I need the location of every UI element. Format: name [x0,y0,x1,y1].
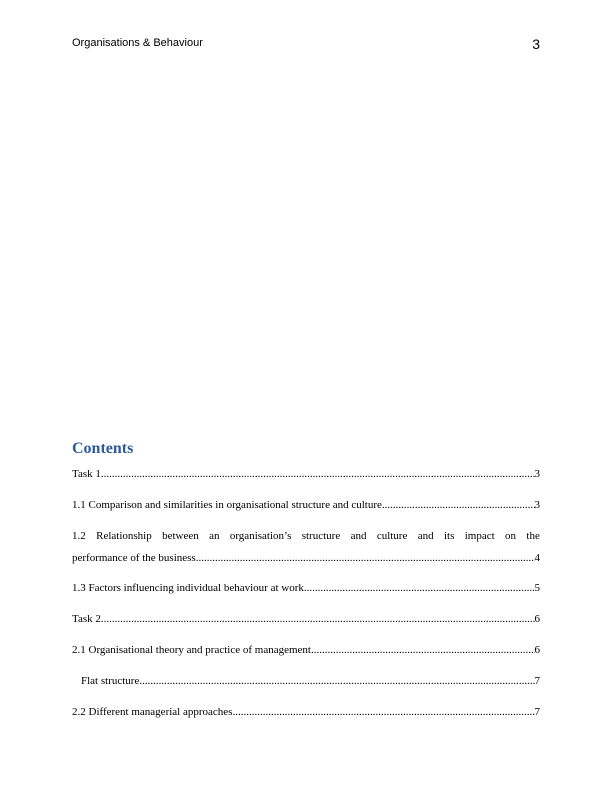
toc-word: on [505,530,517,542]
toc-leader [382,498,535,512]
toc-entry-page: 3 [534,468,540,480]
toc-entry-text: performance of the business [72,552,196,564]
toc-entry-text: 2.2 Different managerial approaches [72,706,233,718]
toc-entry-page: 6 [534,613,540,625]
toc-word: between [162,530,199,542]
toc-entry-page: 5 [534,582,540,594]
toc-word: organisation’s [229,530,292,542]
toc-word: its [443,530,455,542]
toc-entry-page: 3 [534,499,540,511]
toc-word: Relationship [96,530,152,542]
toc-word: structure [301,530,341,542]
toc-entry-text: Task 2 [72,613,101,625]
toc-entry-text: 1.1 Comparison and similarities in organisational structure and culture [72,499,382,511]
page-number: 3 [532,36,540,52]
toc-entry-text: 2.1 Organisational theory and practice of management [72,644,311,656]
toc-leader [304,581,535,595]
toc-leader [101,612,535,626]
toc-leader [196,551,535,565]
toc-leader [232,705,534,719]
toc-entry-1-3[interactable] [72,581,540,595]
toc-entry-text: Task 1 [72,468,101,480]
toc-entry-1-1[interactable] [72,498,540,512]
toc-leader [139,674,534,688]
toc-word: the [526,530,540,542]
toc-word: impact [464,530,495,542]
toc-entry-page: 7 [534,706,540,718]
toc-word: 1.2 [72,530,86,542]
toc-leader [311,643,535,657]
header-title: Organisations & Behaviour [72,37,203,49]
toc-entry-text: 1.3 Factors influencing individual behaviour at work [72,582,304,594]
toc-word: and [350,530,367,542]
toc-word: culture [376,530,408,542]
page-header [72,36,540,52]
toc-word: an [209,530,220,542]
toc-word: and [417,530,434,542]
toc-entry-task-2[interactable] [72,612,540,626]
toc-entry-1-2-line2[interactable] [72,551,540,565]
toc-leader [101,467,535,481]
toc-entry-task-1[interactable] [72,467,540,481]
toc-entry-flat-structure[interactable] [72,674,540,688]
toc-entry-2-2[interactable] [72,705,540,719]
toc-entry-page: 6 [534,644,540,656]
toc-entry-text: Flat structure [81,675,140,687]
toc-entry-1-2-line1[interactable] [72,529,540,543]
toc-entry-2-1[interactable] [72,643,540,657]
toc-entry-page: 7 [534,675,540,687]
contents-heading: Contents [72,440,134,457]
toc-entry-page: 4 [534,552,540,564]
